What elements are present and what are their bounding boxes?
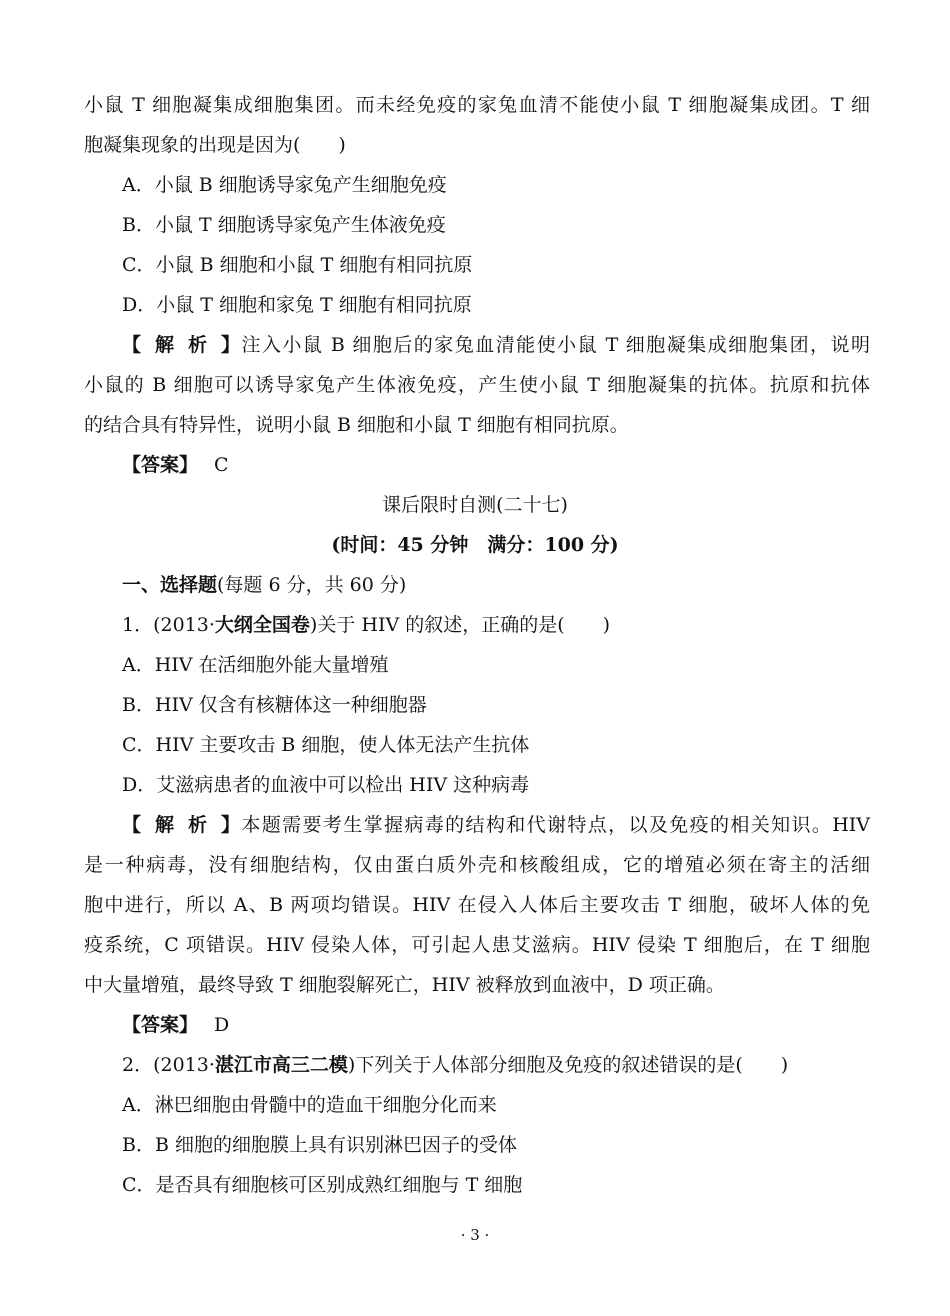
- q1-analysis-line-2: 是一种病毒，没有细胞结构，仅由蛋白质外壳和核酸组成，它的增殖必须在寄主的活细: [84, 854, 870, 876]
- answer-value: C: [214, 454, 229, 476]
- q1-analysis-line-3: 胞中进行，所以 A、B 两项均错误。HIV 在侵入人体后主要攻击 T 细胞，破坏人体的免: [84, 894, 870, 916]
- q1-analysis-line-5: 中大量增殖，最终导致 T 细胞裂解死亡，HIV 被释放到血液中，D 项正确。: [84, 974, 725, 996]
- prev-option-a: A．小鼠 B 细胞诱导家兔产生细胞免疫: [122, 174, 447, 196]
- prev-analysis-line-2: 小鼠的 B 细胞可以诱导家兔产生体液免疫，产生使小鼠 T 细胞凝集的抗体。抗原和抗体: [84, 374, 870, 396]
- section-title: 课后限时自测(二十七): [382, 494, 568, 516]
- prev-analysis-line-3: 的结合具有特异性，说明小鼠 B 细胞和小鼠 T 细胞有相同抗原。: [84, 414, 629, 436]
- q2-option-b: B．B 细胞的细胞膜上具有识别淋巴因子的受体: [122, 1134, 517, 1156]
- q1-analysis-line-4: 疫系统，C 项错误。HIV 侵染人体，可引起人患艾滋病。HIV 侵染 T 细胞后，在 T 细胞: [84, 934, 870, 956]
- q1-stem: 1．(2013·大纲全国卷)关于 HIV 的叙述，正确的是( ): [122, 614, 611, 636]
- analysis-tag: 【解析】: [122, 814, 240, 836]
- prev-analysis-line-1: 【解析】注入小鼠 B 细胞后的家兔血清能使小鼠 T 细胞凝集成细胞集团，说明: [122, 334, 870, 356]
- analysis-tag: 【解析】: [122, 334, 240, 356]
- q1-answer: [122, 1012, 908, 1038]
- q2-stem: 2．(2013·湛江市高三二模)下列关于人体部分细胞及免疫的叙述错误的是( ): [122, 1054, 789, 1076]
- q1-option-d: D．艾滋病患者的血液中可以检出 HIV 这种病毒: [122, 774, 530, 796]
- q2-option-c: C．是否具有细胞核可区别成熟红细胞与 T 细胞: [122, 1174, 523, 1196]
- answer-tag: 【答案】: [122, 1014, 199, 1036]
- q1-analysis-line-1: 【解析】本题需要考生掌握病毒的结构和代谢特点，以及免疫的相关知识。HIV: [122, 814, 870, 836]
- answer-value: D: [214, 1014, 230, 1036]
- section-subtitle: (时间：45 分钟 满分：100 分): [331, 534, 619, 556]
- prev-answer: [122, 452, 908, 478]
- q1-source: 大纲全国卷: [214, 614, 310, 636]
- part-heading: 一、选择题(每题 6 分，共 60 分): [122, 574, 407, 596]
- q1-option-b: B．HIV 仅含有核糖体这一种细胞器: [122, 694, 427, 716]
- prev-option-d: D．小鼠 T 细胞和家兔 T 细胞有相同抗原: [122, 294, 472, 316]
- q1-option-c: C．HIV 主要攻击 B 细胞，使人体无法产生抗体: [122, 734, 530, 756]
- q2-source: 湛江市高三二模: [214, 1054, 348, 1076]
- prev-question-stem-line-2: 胞凝集现象的出现是因为( ): [84, 134, 346, 156]
- q1-option-a: A．HIV 在活细胞外能大量增殖: [122, 654, 389, 676]
- page-number: · 3 ·: [460, 1226, 490, 1244]
- prev-question-stem-line-1: 小鼠 T 细胞凝集成细胞集团。而未经免疫的家兔血清不能使小鼠 T 细胞凝集成团。T 细: [84, 94, 870, 116]
- prev-option-c: C．小鼠 B 细胞和小鼠 T 细胞有相同抗原: [122, 254, 473, 276]
- q2-option-a: A．淋巴细胞由骨髓中的造血干细胞分化而来: [122, 1094, 497, 1116]
- answer-tag: 【答案】: [122, 454, 199, 476]
- prev-option-b: B．小鼠 T 细胞诱导家兔产生体液免疫: [122, 214, 446, 236]
